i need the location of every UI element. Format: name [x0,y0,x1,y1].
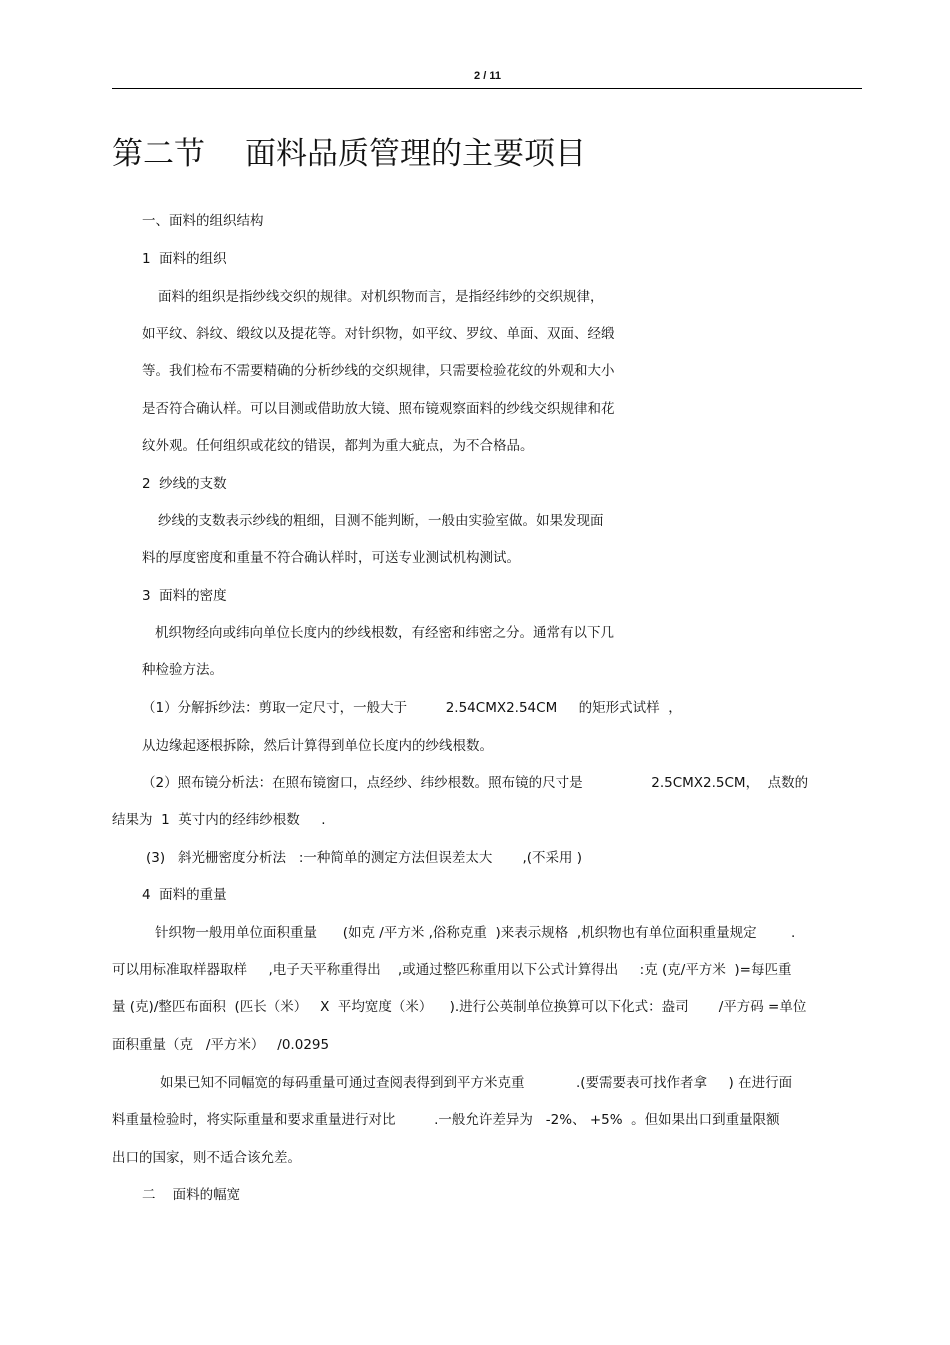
subheading-weight: 4 面料的重量 [142,887,227,903]
paragraph-line: 可以用标准取样器取样 ,电子天平称重得出 ,或通过整匹称重用以下公式计算得出 :克 (克/平方米 )=每匹重 [112,962,792,978]
paragraph-line: 料重量检验时，将实际重量和要求重量进行对比 .一般允许差异为 -2%、 +5% 。但如果出口到重量限额 [112,1112,780,1128]
heading-structure: 一、面料的组织结构 [142,213,264,229]
paragraph-line: 如果已知不同幅宽的每码重量可通过查阅表得到到平方米克重 .(要需要表可找作者拿 ) 在进行面 [160,1075,793,1091]
header-rule [112,88,862,89]
page-number: 2 / 11 [474,70,501,82]
paragraph-line: 是否符合确认样。可以目测或借助放大镜、照布镜观察面料的纱线交织规律和花 [142,401,615,417]
method-line: （2）照布镜分析法：在照布镜窗口，点经纱、纬纱根数。照布镜的尺寸是 2.5CMX2.5CM， 点数的 [142,775,809,791]
subheading-yarn-count: 2 纱线的支数 [142,476,227,492]
method-line: （1）分解拆纱法：剪取一定尺寸，一般大于 2.54CMX2.54CM 的矩形式试样 ， [142,700,682,716]
subheading-density: 3 面料的密度 [142,588,227,604]
paragraph-line: 面料的组织是指纱线交织的规律。对机织物而言，是指经纬纱的交织规律， [158,289,604,305]
paragraph-line: 面积重量（克 /平方米） /0.0295 [112,1037,330,1053]
method-line: (3) 斜光栅密度分析法 :一种简单的测定方法但误差太大 ,(不采用 ) [146,850,583,866]
section-title [112,128,586,173]
section-heading: 面料品质管理的主要项目 [245,136,586,172]
paragraph-line: 从边缘起逐根拆除，然后计算得到单位长度内的纱线根数。 [142,738,493,754]
paragraph-line: 如平纹、斜纹、缎纹以及提花等。对针织物，如平纹、罗纹、单面、双面、经缎 [142,326,615,342]
paragraph-line: 纹外观。任何组织或花纹的错误，都判为重大疵点，为不合格品。 [142,438,534,454]
paragraph-line: 等。我们检布不需要精确的分析纱线的交织规律，只需要检验花纹的外观和大小 [142,363,615,379]
paragraph-line: 纱线的支数表示纱线的粗细，目测不能判断，一般由实验室做。如果发现面 [158,513,604,529]
section-number: 第二节 [112,136,205,172]
paragraph-line: 出口的国家，则不适合该允差。 [112,1150,301,1166]
paragraph-line: 机织物经向或纬向单位长度内的纱线根数，有经密和纬密之分。通常有以下几 [155,625,614,641]
paragraph-line: 针织物一般用单位面积重量 (如克 /平方米 ,俗称克重 )来表示规格 ,机织物也有单位面积重量规定 . [155,925,796,941]
paragraph-line: 料的厚度密度和重量不符合确认样时，可送专业测试机构测试。 [142,550,520,566]
paragraph-line: 种检验方法。 [142,662,223,678]
paragraph-line: 量 (克)/整匹布面积 (匹长（米） X 平均宽度（米） ).进行公英制单位换算可以下化式：盎司 /平方码 =单位 [112,999,807,1015]
paragraph-line: 结果为 1 英寸内的经纬纱根数 . [112,812,326,828]
subheading-weave: 1 面料的组织 [142,251,227,267]
heading-width: 二 面料的幅宽 [142,1187,241,1203]
